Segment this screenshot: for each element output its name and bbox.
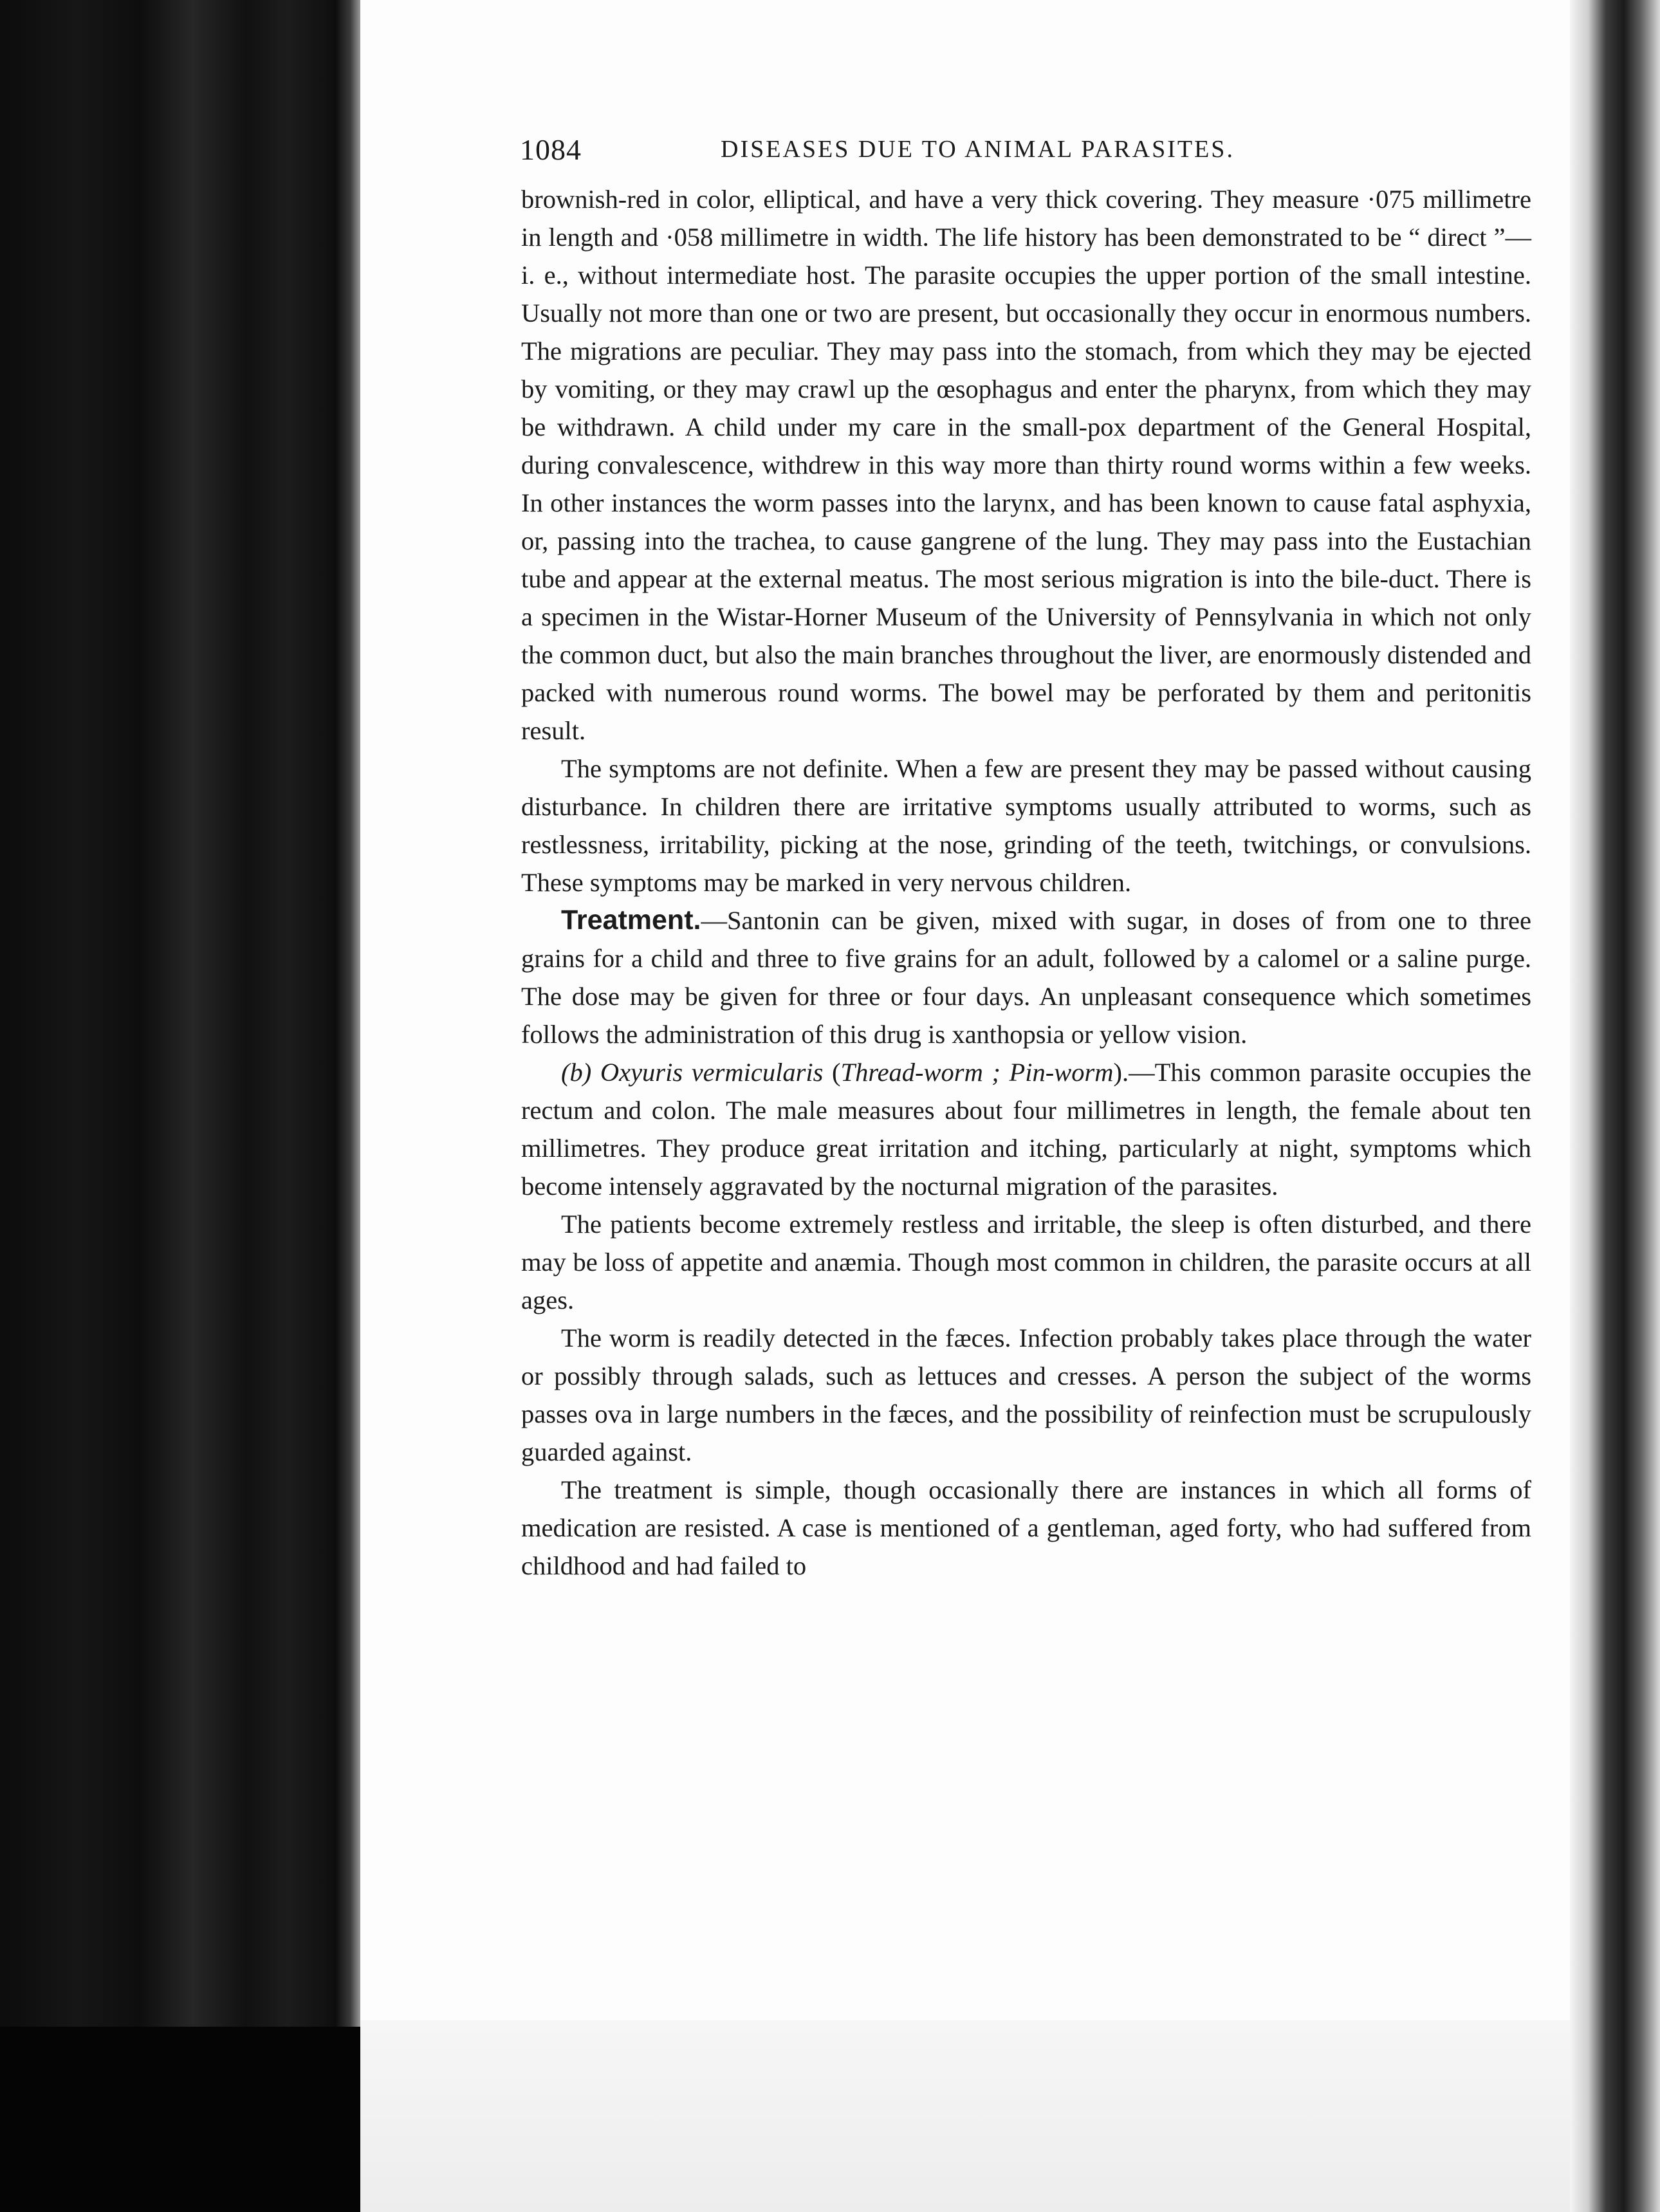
common-name-open: ( [832,1058,841,1087]
page-number: 1084 [520,133,582,166]
binding-shadow [0,2027,360,2212]
paragraph-round-worm-continued: brownish-red in color, elliptical, and have a very thick covering. They measure ·075 millimetre in length and ·058 millimetre in width. The life history has been demonstrated to be “ direct ”—i. e., without intermediate host. The parasite occupies the upper portion of the small intestine. Usually not more than one or two are present, but occasionally they occur in enormous numbers. The migrations are peculiar. They may pass into the stomach, from which they may be ejected by vomiting, or they may crawl up the œsophagus and enter the pharynx, from which they may be withdrawn. A child under my care in the small-pox department of the General Hospital, during convalescence, withdrew in this way more than thirty round worms within a few weeks. In other instances the worm passes into the larynx, and has been known to cause fatal asphyxia, or, passing into the trachea, to cause gangrene of the lung. They may pass into the Eustachian tube and appear at the external meatus. The most serious migration is into the bile-duct. There is a specimen in the Wistar-Horner Museum of the University of Pennsylvania in which not only the common duct, but also the main branches throughout the liver, are enormously distended and packed with numerous round worms. The bowel may be perforated by them and peritonitis result. [521,185,1531,745]
next-page-edge [1570,0,1660,2212]
binding-edge [335,0,360,2212]
paragraph-treatment [521,901,1531,1053]
paragraph-treatment-simple: The treatment is simple, though occasionally there are instances in which all forms of medication are resisted. A case is mentioned of a gentleman, aged forty, who had suffered from childhood and had failed to [521,1475,1531,1580]
page-header [521,129,1531,180]
species-name: Oxyuris vermicularis [600,1058,824,1087]
page-content [521,129,1531,1585]
paragraph-oxyuris [521,1053,1531,1205]
page-bottom-margin [360,2020,1570,2212]
common-name: Thread-worm ; Pin-worm [840,1058,1114,1087]
book-binding [0,0,351,2212]
oxyuris-text: ).—This common parasite occupies the rectum and colon. The male measures about four millimetres in length, the female about ten millimetres. They produce great irritation and itching, particularly at night, symptoms which become intensely aggravated by the nocturnal migration of the parasites. [521,1058,1531,1201]
treatment-text: —Santonin can be given, mixed with sugar, in doses of from one to three grains for a child and three to five grains for an adult, followed by a calomel or a saline purge. The dose may be given for three or four days. An unpleasant consequence which sometimes follows the administration of this drug is xanthopsia or yellow vision. [521,906,1531,1049]
paragraph-symptoms: The symptoms are not definite. When a few are present they may be passed without causing disturbance. In children there are irritative symptoms usually attributed to worms, such as restlessness, irritability, picking at the nose, grinding of the teeth, twitchings, or convulsions. These symptoms may be marked in very nervous children. [521,754,1531,897]
paragraph-patients: The patients become extremely restless and irritable, the sleep is often disturbed, and there may be loss of appetite and anæmia. Though most common in children, the parasite occurs at all ages. [521,1210,1531,1314]
paragraph-detection: The worm is readily detected in the fæces. Infection probably takes place through the water or possibly through salads, such as lettuces and cresses. A person the subject of the worms passes ova in large numbers in the fæces, and the possibility of reinfection must be scrupulously guarded against. [521,1323,1531,1466]
section-label: (b) [561,1058,592,1087]
treatment-heading: Treatment. [561,905,701,935]
running-head: DISEASES DUE TO ANIMAL PARASITES. [721,136,1235,163]
